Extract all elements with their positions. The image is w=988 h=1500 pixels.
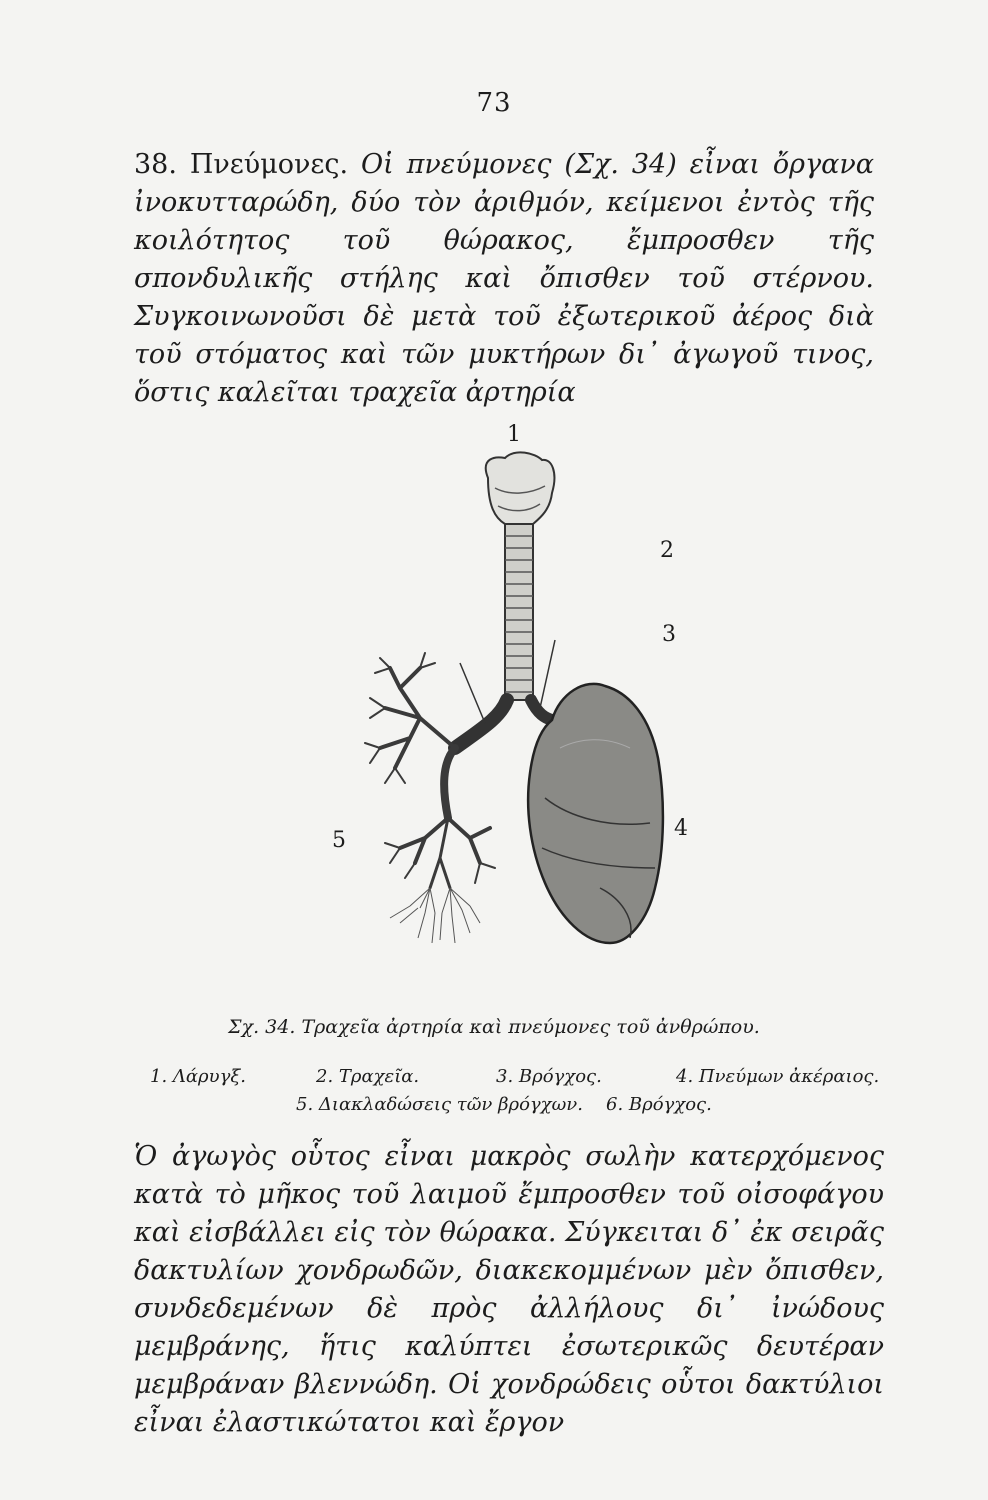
page-number: 73 [476, 88, 512, 118]
section-intro-text: Οἱ πνεύμονες (Σχ. 34) εἶναι ὄργανα ἰνοκυτταρώδη, δύο τὸν ἀριθμόν, κείμενοι ἐντὸς τῆς κοιλότητος τοῦ θώρακος, ἔμπροσθεν τῆς σπονδυλικῆς στήλης καὶ ὄπισθεν τοῦ στέρνου. Συγκοινωνοῦσι δὲ μετὰ τοῦ ἐξωτερικοῦ ἀέρος διὰ τοῦ στόματος καὶ τῶν μυκτήρων δι᾽ ἀγωγοῦ τινος, ὅστις καλεῖται τραχεῖα ἀρτηρία [134, 149, 874, 408]
trachea-lungs-figure [330, 418, 700, 1018]
legend-item-6: 6. Βρόγχος. [606, 1094, 712, 1115]
body-paragraph: Ὁ ἀγωγὸς οὗτος εἶναι μακρὸς σωλὴν κατερχόμενος κατὰ τὸ μῆκος τοῦ λαιμοῦ ἔμπροσθεν τοῦ οἰσοφάγου καὶ εἰσβάλλει εἰς τὸν θώρακα. Σύγκειται δ᾽ ἐκ σειρᾶς δακτυλίων χονδρωδῶν, διακεκομμένων μὲν ὄπισθεν, συνδεδεμένων δὲ πρὸς ἀλλήλους δι᾽ ἰνώδους μεμβράνης, ἥτις καλύπτει ἐσωτερικῶς δευτέραν μεμβράναν βλεννώδη. Οἱ χονδρώδεις οὗτοι δακτύλιοι εἶναι ἐλαστικώτατοι καὶ ἔργον [134, 1141, 884, 1438]
figure-caption: Σχ. 34. Τραχεῖα ἀρτηρία καὶ πνεύμονες τοῦ ἀνθρώπου. [228, 1016, 760, 1038]
legend-item-1: 1. Λάρυγξ. [150, 1066, 246, 1087]
legend-item-2: 2. Τραχεῖα. [316, 1066, 420, 1087]
bronchial-tree-drawing [365, 653, 495, 888]
section-heading: 38. Πνεύμονες. [134, 149, 349, 180]
figure-label-5: 5 [332, 828, 346, 853]
legend-item-3: 3. Βρόγχος. [496, 1066, 602, 1087]
trachea-drawing [505, 524, 533, 700]
figure-label-4: 4 [674, 816, 688, 841]
trachea-lungs-illustration [330, 418, 700, 1018]
lung-drawing [528, 684, 663, 943]
legend-item-5: 5. Διακλαδώσεις τῶν βρόγχων. [296, 1094, 583, 1115]
figure-label-3: 3 [662, 622, 676, 647]
bronchiole-fringe-drawing [390, 888, 480, 943]
section-paragraph [134, 146, 874, 412]
left-bronchus-drawing [455, 700, 507, 748]
figure-label-1: 1 [507, 422, 521, 447]
legend-item-4: 4. Πνεύμων ἀκέραιος. [676, 1066, 880, 1087]
figure-label-2: 2 [660, 538, 674, 563]
